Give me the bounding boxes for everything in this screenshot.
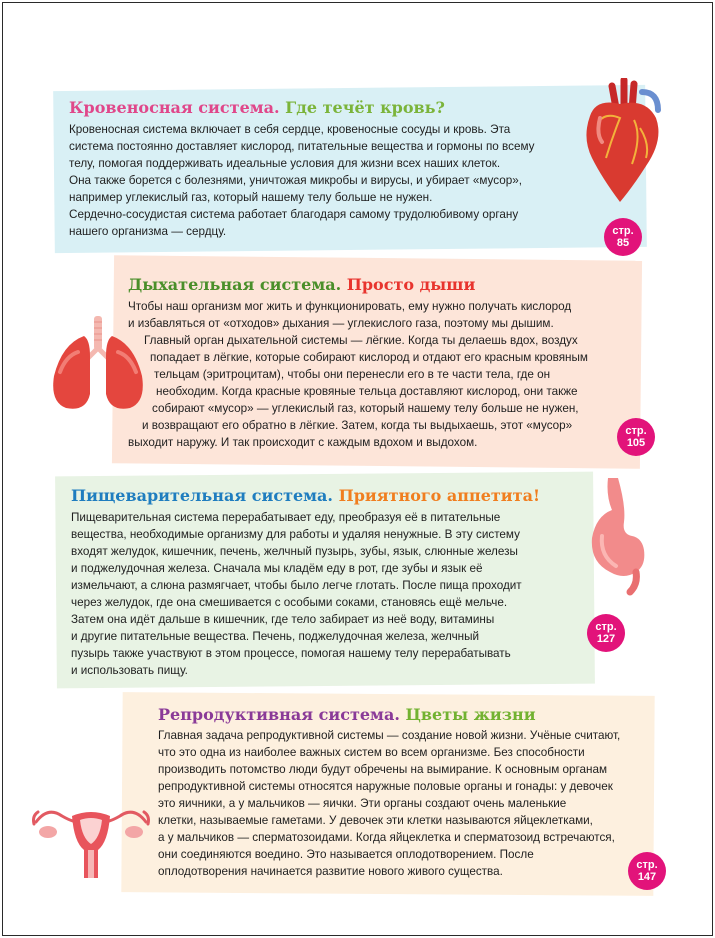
respiratory-section-title — [128, 275, 475, 294]
paragraph-line: измельчают, а слюна размягчает, чтобы было легче глотать. После пища проходит — [71, 579, 522, 592]
section-title-accent: Приятного аппетита! — [338, 486, 540, 505]
paragraph-line: система постоянно доставляет кислород, питательные вещества и гормоны по всему — [69, 140, 535, 153]
uterus-icon — [28, 798, 154, 880]
paragraph-line: клетки, называемые гаметами. У девочек эти клетки называются яйцеклетками, — [158, 814, 593, 827]
page-ref-label: стр. — [625, 425, 647, 437]
paragraph-line: Кровеносная система включает в себя сердце, кровеносные сосуды и кровь. Эта — [69, 123, 511, 136]
page-ref-badge[interactable] — [604, 218, 642, 256]
page-ref-label: стр. — [612, 225, 634, 237]
page-ref-number: 85 — [616, 237, 630, 249]
heart-icon — [576, 78, 666, 208]
paragraph-line: собирают «мусор» — углекислый газ, который нашему телу больше не нужен, — [152, 402, 579, 415]
page-ref-number: 127 — [596, 633, 616, 645]
paragraph-line: и избавляться от «отходов» дыхания — углекислого газа, поэтому мы дышим. — [128, 317, 554, 330]
paragraph-line: и другие питательные вещества. Печень, поджелудочная железа, желчный — [71, 630, 480, 643]
page-ref-badge[interactable] — [628, 852, 666, 890]
circulatory-section-title — [69, 98, 445, 117]
paragraph-line: и возвращают его обратно в лёгкие. Затем, когда ты выдыхаешь, этот «мусор» — [142, 419, 573, 432]
reproductive-section-title — [158, 705, 536, 724]
paragraph-line: входят желудок, кишечник, печень, желчный пузырь, зубы, язык, слюнные железы — [71, 545, 518, 558]
page-ref-label: стр. — [636, 859, 658, 871]
paragraph-line: репродуктивной системы относятся наружные половые органы и гонады: у девочек — [158, 780, 613, 793]
paragraph-line: Сердечно-сосудистая система работает благодаря самому трудолюбивому органу — [69, 208, 519, 221]
paragraph-line: Чтобы наш организм мог жить и функционировать, ему нужно получать кислород — [128, 300, 572, 313]
paragraph-line: Она также борется с болезнями, уничтожая микробы и вирусы, и убирает «мусор», — [69, 174, 522, 187]
paragraph-line: Главный орган дыхательной системы — лёгкие. Когда ты делаешь вдох, воздух — [144, 334, 578, 347]
paragraph-line: через желудок, где она смешивается с особыми соками, становясь ещё мельче. — [71, 596, 508, 609]
paragraph-line: выходит наружу. И так происходит с каждым вдохом и выдохом. — [128, 436, 478, 449]
paragraph-line: это яичники, а у мальчиков — яички. Эти органы создают очень маленькие — [158, 797, 567, 810]
paragraph-line: и поджелудочная железа. Сначала мы кладём еду в рот, где зубы и язык её — [71, 562, 483, 575]
stomach-icon — [582, 476, 652, 596]
paragraph-line: нашего организма — сердцу. — [69, 225, 227, 238]
paragraph-line: производить потомство люди будут обречены на вымирание. К основным органам — [158, 763, 608, 776]
paragraph-line: телу, помогая поддерживать идеальные условия для жизни всех наших клеток. — [69, 157, 501, 170]
paragraph-line: Главная задача репродуктивной системы — создание новой жизни. Учёные считают, — [158, 729, 621, 742]
section-title-main: Пищеварительная система. — [71, 486, 333, 505]
section-title-accent: Просто дыши — [346, 275, 476, 294]
paragraph-line: например углекислый газ, который нашему телу больше не нужен. — [69, 191, 433, 204]
lungs-icon — [46, 316, 150, 412]
paragraph-line: оплодотворения начинается развитие нового живого существа. — [158, 865, 503, 878]
paragraph-line: они соединяются воедино. Это называется оплодотворением. После — [158, 848, 534, 861]
digestive-section-title — [71, 486, 540, 505]
section-title-main: Репродуктивная система. — [158, 705, 400, 724]
paragraph-line: Затем она идёт дальше в кишечник, где тело забирает из неё воду, витамины — [71, 613, 495, 626]
paragraph-line: необходим. Когда красные кровяные тельца доставляют кислород, они также — [156, 385, 578, 398]
paragraph-line: попадает в лёгкие, которые собирают кислород и отдают его красным кровяным — [150, 351, 588, 364]
paragraph-line: Пищеварительная система перерабатывает еду, преобразуя её в питательные — [71, 511, 501, 524]
paragraph-line: что это одна из наиболее важных систем во всем организме. Без способности — [158, 746, 585, 759]
page-ref-badge[interactable] — [617, 418, 655, 456]
section-title-main: Дыхательная система. — [128, 275, 342, 294]
page-ref-number: 147 — [637, 871, 657, 883]
page-ref-number: 105 — [626, 437, 646, 449]
section-title-main: Кровеносная система. — [69, 98, 280, 117]
paragraph-line: и использовать пищу. — [71, 664, 188, 677]
section-title-accent: Цветы жизни — [405, 705, 536, 724]
section-title-accent: Где течёт кровь? — [285, 98, 445, 117]
paragraph-line: пузырь также участвуют в этом процессе, помогая нашему телу перерабатывать — [71, 647, 511, 660]
page-ref-label: стр. — [595, 621, 617, 633]
paragraph-line: тельцам (эритроцитам), чтобы они перенесли его в те части тела, где он — [154, 368, 551, 381]
paragraph-line: а у мальчиков — сперматозоидами. Когда яйцеклетка и сперматозоид встречаются, — [158, 831, 615, 844]
page-ref-badge[interactable] — [587, 614, 625, 652]
paragraph-line: вещества, необходимые организму для работы и удаляя ненужные. В эту систему — [71, 528, 520, 541]
